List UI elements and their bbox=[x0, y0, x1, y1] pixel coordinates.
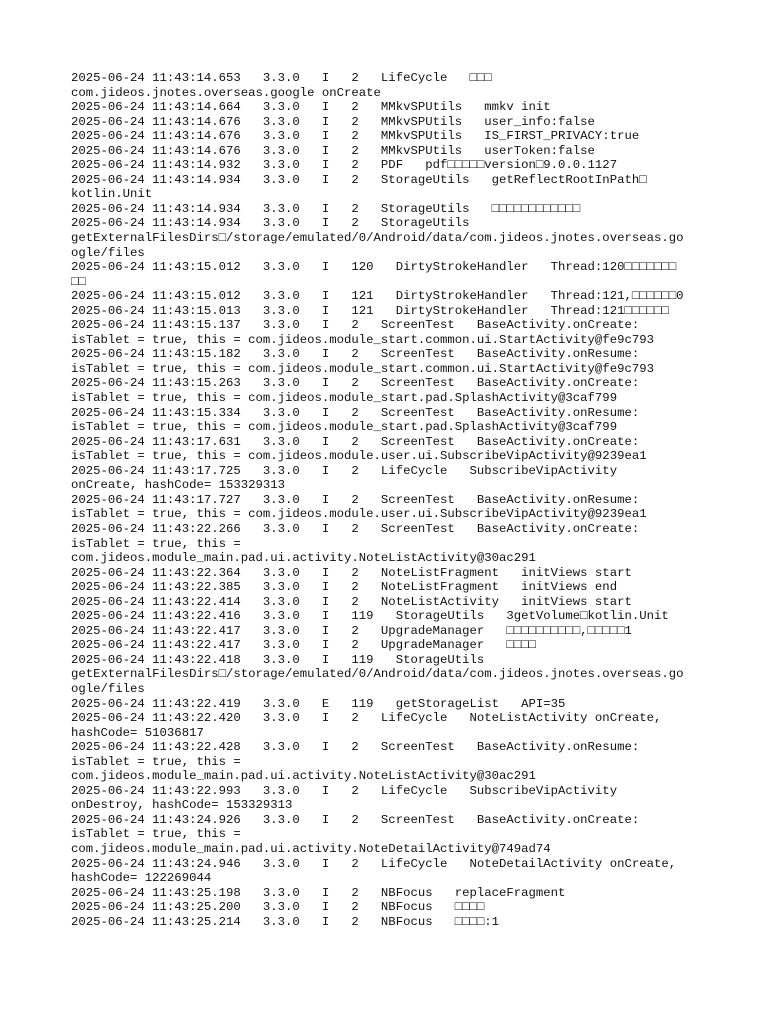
log-line: kotlin.Unit bbox=[71, 187, 153, 202]
log-line: onDestroy, hashCode= 153329313 bbox=[71, 798, 293, 813]
log-line: 2025-06-24 11:43:17.727 3.3.0 I 2 ScreenTest BaseActivity.onResume: bbox=[71, 492, 640, 507]
log-line: isTablet = true, this = com.jideos.module_start.pad.SplashActivity@3caf799 bbox=[71, 420, 618, 435]
log-line: 2025-06-24 11:43:14.934 3.3.0 I 2 StorageUtils getReflectRootInPath□ bbox=[71, 172, 647, 187]
log-line: 2025-06-24 11:43:15.013 3.3.0 I 121 DirtyStrokeHandler Thread:121□□□□□□ bbox=[71, 303, 669, 318]
log-line: 2025-06-24 11:43:17.725 3.3.0 I 2 LifeCycle SubscribeVipActivity bbox=[71, 463, 618, 478]
log-line: getExternalFilesDirs□/storage/emulated/0/Android/data/com.jideos.jnotes.overseas.go bbox=[71, 667, 684, 682]
log-text bbox=[71, 71, 711, 929]
log-line: isTablet = true, this = com.jideos.module_start.pad.SplashActivity@3caf799 bbox=[71, 391, 618, 406]
log-line: isTablet = true, this = bbox=[71, 536, 241, 551]
log-line: 2025-06-24 11:43:14.932 3.3.0 I 2 PDF pdf□□□□□version□9.0.0.1127 bbox=[71, 158, 618, 173]
log-line: 2025-06-24 11:43:22.417 3.3.0 I 2 UpgradeManager □□□□□□□□□□,□□□□□1 bbox=[71, 623, 632, 638]
log-line: onCreate, hashCode= 153329313 bbox=[71, 478, 286, 493]
log-line: isTablet = true, this = com.jideos.module.user.ui.SubscribeVipActivity@9239ea1 bbox=[71, 449, 647, 464]
log-line: 2025-06-24 11:43:14.676 3.3.0 I 2 MMkvSPUtils user_info:false bbox=[71, 114, 595, 129]
log-line: 2025-06-24 11:43:22.420 3.3.0 I 2 LifeCycle NoteListActivity onCreate, bbox=[71, 711, 662, 726]
log-line: hashCode= 122269044 bbox=[71, 871, 212, 886]
log-line: □□ bbox=[71, 274, 86, 289]
log-line: 2025-06-24 11:43:14.676 3.3.0 I 2 MMkvSPUtils userToken:false bbox=[71, 143, 595, 158]
log-line: isTablet = true, this = com.jideos.module_start.common.ui.StartActivity@fe9c793 bbox=[71, 361, 654, 376]
log-line: 2025-06-24 11:43:22.419 3.3.0 E 119 getStorageList API=35 bbox=[71, 696, 566, 711]
log-line: 2025-06-24 11:43:15.334 3.3.0 I 2 ScreenTest BaseActivity.onResume: bbox=[71, 405, 640, 420]
log-line: isTablet = true, this = com.jideos.module.user.ui.SubscribeVipActivity@9239ea1 bbox=[71, 507, 647, 522]
log-line: 2025-06-24 11:43:15.263 3.3.0 I 2 ScreenTest BaseActivity.onCreate: bbox=[71, 376, 640, 391]
log-line: 2025-06-24 11:43:22.418 3.3.0 I 119 StorageUtils bbox=[71, 652, 485, 667]
log-line: 2025-06-24 11:43:25.214 3.3.0 I 2 NBFocus □□□□:1 bbox=[71, 914, 500, 929]
log-line: 2025-06-24 11:43:14.676 3.3.0 I 2 MMkvSPUtils IS_FIRST_PRIVACY:true bbox=[71, 129, 640, 144]
log-line: ogle/files bbox=[71, 245, 145, 260]
log-line: 2025-06-24 11:43:22.417 3.3.0 I 2 UpgradeManager □□□□ bbox=[71, 638, 536, 653]
log-line: ogle/files bbox=[71, 681, 145, 696]
log-line: 2025-06-24 11:43:22.416 3.3.0 I 119 StorageUtils 3getVolume□kotlin.Unit bbox=[71, 609, 669, 624]
log-line: 2025-06-24 11:43:14.934 3.3.0 I 2 StorageUtils □□□□□□□□□□□□ bbox=[71, 201, 581, 216]
log-line: 2025-06-24 11:43:15.182 3.3.0 I 2 ScreenTest BaseActivity.onResume: bbox=[71, 347, 640, 362]
log-line: 2025-06-24 11:43:14.934 3.3.0 I 2 StorageUtils bbox=[71, 216, 470, 231]
log-line: com.jideos.jnotes.overseas.google onCreate bbox=[71, 85, 381, 100]
log-line: 2025-06-24 11:43:14.653 3.3.0 I 2 LifeCycle □□□ bbox=[71, 71, 492, 85]
log-line: 2025-06-24 11:43:22.266 3.3.0 I 2 ScreenTest BaseActivity.onCreate: bbox=[71, 521, 640, 536]
log-line: 2025-06-24 11:43:22.385 3.3.0 I 2 NoteListFragment initViews end bbox=[71, 580, 618, 595]
log-line: 2025-06-24 11:43:14.664 3.3.0 I 2 MMkvSPUtils mmkv init bbox=[71, 100, 551, 115]
log-line: isTablet = true, this = bbox=[71, 754, 241, 769]
log-line: 2025-06-24 11:43:17.631 3.3.0 I 2 ScreenTest BaseActivity.onCreate: bbox=[71, 434, 640, 449]
log-line: com.jideos.module_main.pad.ui.activity.NoteListActivity@30ac291 bbox=[71, 551, 536, 566]
log-line: 2025-06-24 11:43:22.364 3.3.0 I 2 NoteListFragment initViews start bbox=[71, 565, 632, 580]
log-line: com.jideos.module_main.pad.ui.activity.NoteListActivity@30ac291 bbox=[71, 769, 536, 784]
log-line: 2025-06-24 11:43:15.012 3.3.0 I 120 DirtyStrokeHandler Thread:120□□□□□□□ bbox=[71, 260, 677, 275]
log-line: 2025-06-24 11:43:15.012 3.3.0 I 121 DirtyStrokeHandler Thread:121,□□□□□□0 bbox=[71, 289, 684, 304]
log-line: 2025-06-24 11:43:22.428 3.3.0 I 2 ScreenTest BaseActivity.onResume: bbox=[71, 740, 640, 755]
log-line: 2025-06-24 11:43:24.926 3.3.0 I 2 ScreenTest BaseActivity.onCreate: bbox=[71, 812, 640, 827]
log-line: isTablet = true, this = com.jideos.module_start.common.ui.StartActivity@fe9c793 bbox=[71, 332, 654, 347]
log-line: com.jideos.module_main.pad.ui.activity.NoteDetailActivity@749ad74 bbox=[71, 841, 551, 856]
log-line: 2025-06-24 11:43:25.198 3.3.0 I 2 NBFocus replaceFragment bbox=[71, 885, 566, 900]
log-line: 2025-06-24 11:43:15.137 3.3.0 I 2 ScreenTest BaseActivity.onCreate: bbox=[71, 318, 640, 333]
log-line: hashCode= 51036817 bbox=[71, 725, 204, 740]
log-line: 2025-06-24 11:43:22.993 3.3.0 I 2 LifeCycle SubscribeVipActivity bbox=[71, 783, 618, 798]
log-line: isTablet = true, this = bbox=[71, 827, 241, 842]
log-line: 2025-06-24 11:43:24.946 3.3.0 I 2 LifeCycle NoteDetailActivity onCreate, bbox=[71, 856, 677, 871]
log-line: 2025-06-24 11:43:25.200 3.3.0 I 2 NBFocus □□□□ bbox=[71, 900, 485, 915]
log-line: getExternalFilesDirs□/storage/emulated/0/Android/data/com.jideos.jnotes.overseas.go bbox=[71, 231, 684, 246]
log-line: 2025-06-24 11:43:22.414 3.3.0 I 2 NoteListActivity initViews start bbox=[71, 594, 632, 609]
